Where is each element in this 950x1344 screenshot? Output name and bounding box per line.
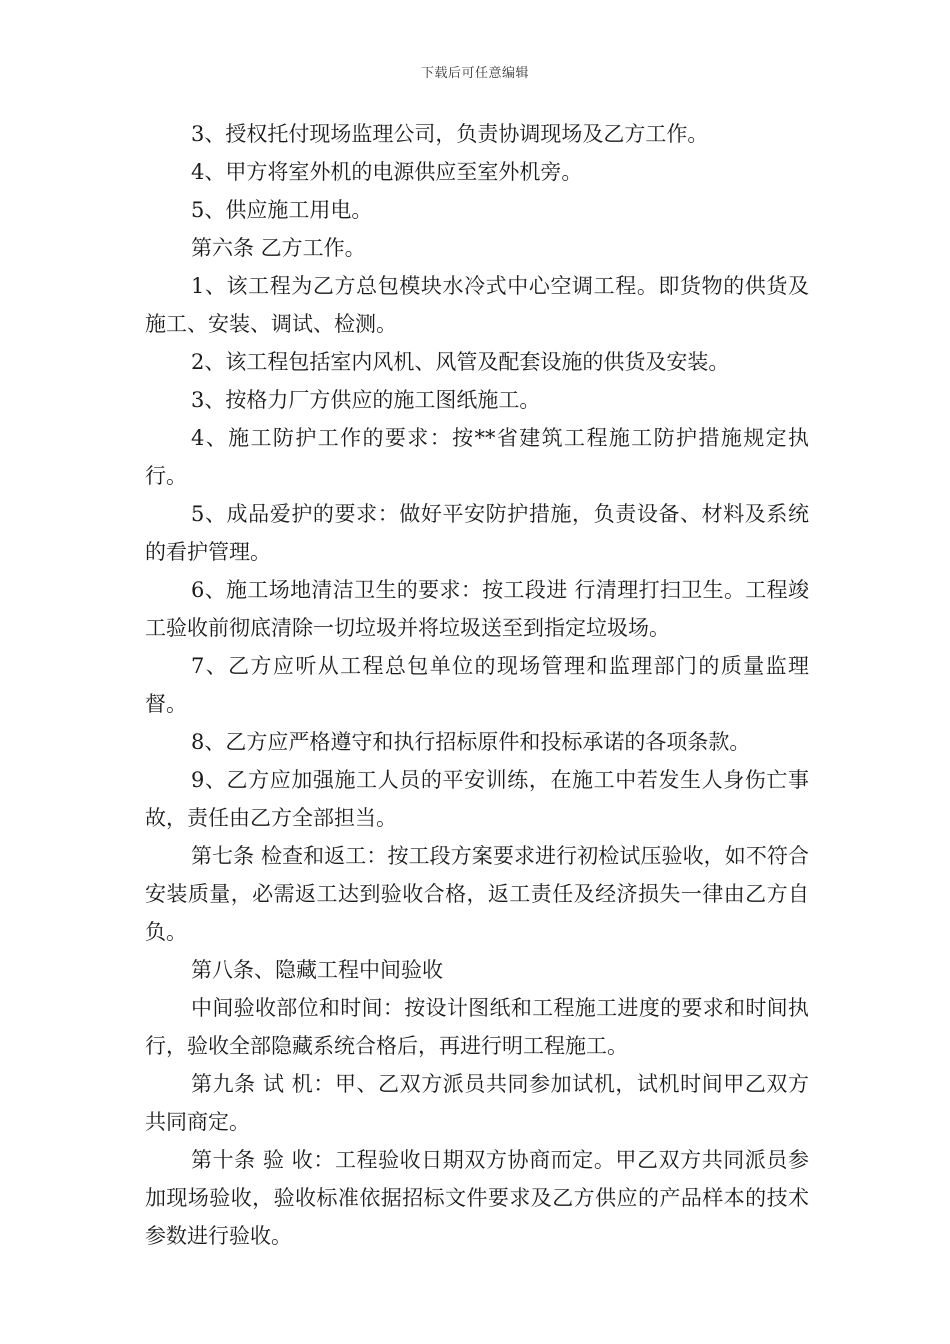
paragraph-1: 3、授权托付现场监理公司，负责协调现场及乙方工作。 bbox=[191, 122, 709, 146]
paragraph-6: 2、该工程包括室内风机、风管及配套设施的供货及安装。 bbox=[191, 350, 730, 374]
section-6-heading: 第六条 乙方工作。 bbox=[191, 236, 366, 260]
section-7-paragraph: 第七条 检查和返工：按工段方案要求进行初检试压验收，如不符合安装质量，必需返工达到验收合格，返工责任及经济损失一律由乙方自负。 bbox=[145, 844, 809, 944]
paragraph-5: 1、该工程为乙方总包模块水冷式中心空调工程。即货物的供货及施工、安装、调试、检测。 bbox=[145, 274, 809, 336]
section-10-paragraph: 第十条 验 收：工程验收日期双方协商而定。甲乙双方共同派员参加现场验收，验收标准依据招标文件要求及乙方供应的产品样本的技术参数进行验收。 bbox=[145, 1148, 809, 1248]
paragraph-7: 3、按格力厂方供应的施工图纸施工。 bbox=[191, 388, 541, 412]
paragraph-11: 7、乙方应听从工程总包单位的现场管理和监理部门的质量监理督。 bbox=[145, 654, 809, 716]
document-body bbox=[145, 115, 809, 1255]
paragraph-9: 5、成品爱护的要求：做好平安防护措施，负责设备、材料及系统的看护管理。 bbox=[145, 502, 809, 564]
paragraph-13: 9、乙方应加强施工人员的平安训练，在施工中若发生人身伤亡事故，责任由乙方全部担当。 bbox=[145, 768, 809, 830]
paragraph-12: 8、乙方应严格遵守和执行招标原件和投标承诺的各项条款。 bbox=[191, 730, 751, 754]
paragraph-8: 4、施工防护工作的要求：按**省建筑工程施工防护措施规定执行。 bbox=[145, 426, 809, 488]
paragraph-3: 5、供应施工用电。 bbox=[191, 198, 373, 222]
header-note: 下载后可任意编辑 bbox=[420, 66, 529, 81]
paragraph-2: 4、甲方将室外机的电源供应至室外机旁。 bbox=[191, 160, 583, 184]
paragraph-10: 6、施工场地清洁卫生的要求：按工段进 行清理打扫卫生。工程竣工验收前彻底清除一切垃圾并将垃圾送至到指定垃圾场。 bbox=[145, 578, 809, 640]
section-9-paragraph: 第九条 试 机：甲、乙双方派员共同参加试机，试机时间甲乙双方共同商定。 bbox=[145, 1072, 809, 1134]
paragraph-16: 中间验收部位和时间：按设计图纸和工程施工进度的要求和时间执行，验收全部隐藏系统合格后，再进行明工程施工。 bbox=[145, 996, 809, 1058]
section-8-heading: 第八条、隐藏工程中间验收 bbox=[191, 958, 443, 982]
